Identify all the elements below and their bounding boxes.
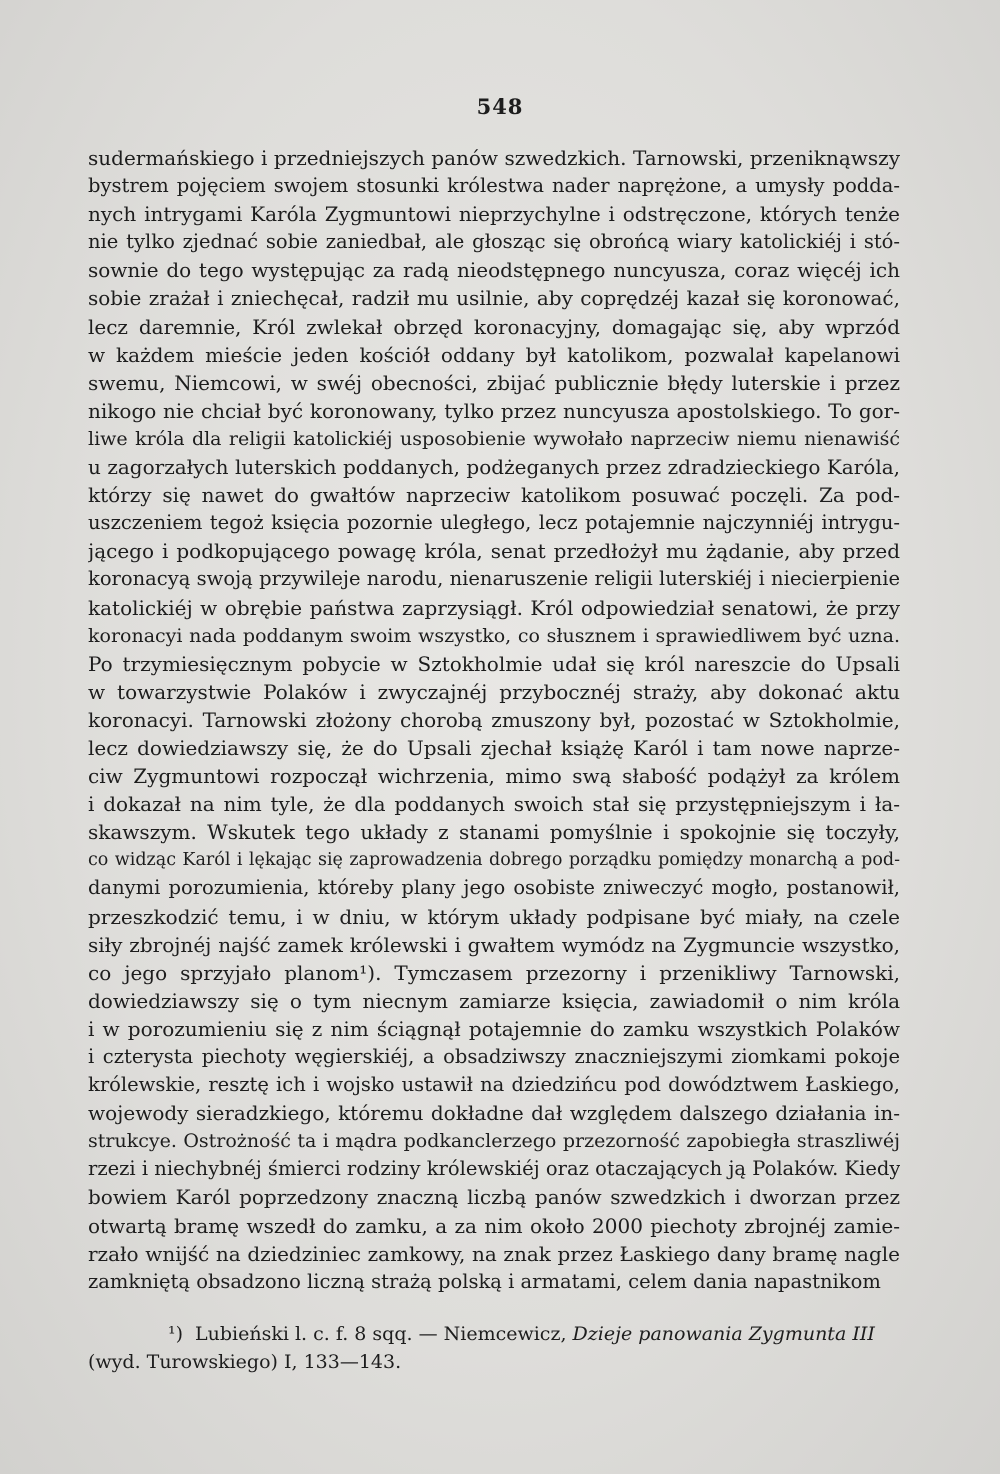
text-line: co jego sprzyjało planom¹). Tymczasem przezorny i przenikliwy Tarnowski, [88,960,900,985]
text-line: bystrem pojęciem swojem stosunki królestwa nader naprężone, a umysły podda- [88,174,900,198]
text-line: sobie zrażał i zniechęcał, radził mu usilnie, aby coprędzéj kazał się koronować, [88,286,900,311]
text-line: nie tylko zjednać sobie zaniedbał, ale głosząc się obrońcą wiary katolickiéj i stó- [88,230,900,254]
footnote-book-title: Dzieje panowania Zygmunta III [572,1323,875,1345]
text-line: którzy się nawet do gwałtów naprzeciw katolikom posuwać poczęli. Za pod- [88,483,900,508]
text-line: liwe króla dla religii katolickiéj usposobienie wywołało naprzeciw niemu nienawiść [88,427,900,450]
text-line: i w porozumieniu się z nim ściągnął potajemnie do zamku wszystkich Polaków [88,1016,900,1041]
footnotes [88,1320,900,1376]
text-line: sudermańskiego i przedniejszych panów szwedzkich. Tarnowski, przeniknąwszy [88,146,900,170]
footnote-line-2: (wyd. Turowskiego) I, 133—143. [88,1351,402,1373]
text-line: nych intrygami Karóla Zygmuntowi nieprzychylne i odstręczone, których tenże [88,202,900,227]
text-line: katolickiéj w obrębie państwa zaprzysiągł. Król odpowiedział senatowi, że przy [88,595,900,620]
text-line: Po trzymiesięcznym pobycie w Sztokholmie udał się król nareszcie do Upsali [88,651,900,676]
text-line: koronacyi nada poddanym swoim wszystko, co słusznem i sprawiedliwem być uzna. [88,624,900,647]
text-line: bowiem Karól poprzedzony znaczną liczbą panów szwedzkich i dworzan przez [88,1185,900,1210]
text-line: koronacyi. Tarnowski złożony chorobą zmuszony był, pozostać w Sztokholmie, [88,707,900,732]
text-line: lecz dowiedziawszy się, że do Upsali zjechał książę Karól i tam nowe naprze- [88,735,900,760]
text-line: skawszym. Wskutek tego układy z stanami pomyślnie i spokojnie się toczyły, [88,820,900,845]
text-line: wojewody sieradzkiego, któremu dokładne dał względem dalszego działania in- [88,1101,900,1126]
text-line: danymi porozumienia, któreby plany jego osobiste zniweczyć mogło, postanowił, [88,876,900,900]
text-line: w towarzystwie Polaków i zwyczajnéj przybocznéj straży, aby dokonać aktu [88,679,900,704]
text-line: rzało wnijść na dziedziniec zamkowy, na znak przez Łaskiego dany bramę nagle [88,1241,900,1266]
text-line: i dokazał na nim tyle, że dla poddanych swoich stał się przystępniejszym i ła- [88,792,900,817]
text-line: swemu, Niemcowi, w swéj obecności, zbijać publicznie błędy luterskie i przez [88,370,900,395]
page-number: 548 [476,94,524,119]
text-line: lecz daremnie, Król zwlekał obrzęd koronacyjny, domagając się, aby wprzód [88,314,900,339]
text-line: dowiedziawszy się o tym niecnym zamiarze księcia, zawiadomił o nim króla [88,988,900,1013]
text-line: zamkniętą obsadzono liczną strażą polską i armatami, celem dania napastnikom [88,1269,881,1293]
text-line: koronacyą swoją przywileje narodu, nienaruszenie religii luterskiéj i niecierpienie [88,567,900,591]
text-line: strukcye. Ostrożność ta i mądra podkanclerzego przezorność zapobiegła straszliwéj [88,1130,900,1153]
text-line: otwartą bramę wszedł do zamku, a za nim około 2000 piechoty zbrojnéj zamie- [88,1213,900,1238]
text-line: rzezi i niechybnéj śmierci rodziny królewskiéj oraz otaczających ją Polaków. Kiedy [88,1157,900,1181]
text-line: co widząc Karól i lękając się zaprowadzenia dobrego porządku pomiędzy monarchą a pod- [88,850,900,871]
footnote-line-1 [88,1320,900,1348]
text-line: ciw Zygmuntowi rozpoczął wichrzenia, mimo swą słabość podążył za królem [88,764,900,789]
text-line: siły zbrojnéj najść zamek królewski i gwałtem wymódz na Zygmuncie wszystko, [88,932,900,957]
text-line: przeszkodzić temu, i w dniu, w którym układy podpisane być miały, na czele [88,904,900,929]
body-text [88,144,900,1296]
text-line: w każdem mieście jeden kościół oddany był katolikom, pozwalał kapelanowi [88,342,900,367]
text-line: uszczeniem tegoż księcia pozornie uległego, lecz potajemnie najczynniéj intrygu- [88,511,900,535]
text-line: nikogo nie chciał być koronowany, tylko przez nuncyusza apostolskiego. To gor- [88,398,900,423]
footnote-marker: ¹) [168,1323,184,1345]
text-line: u zagorzałych luterskich poddanych, podżeganych przez zdradzieckiego Karóla, [88,455,900,480]
text-line: sownie do tego występując za radą nieodstępnego nuncyusza, coraz więcéj ich [88,258,900,283]
text-line: i czterysta piechoty węgierskiéj, a obsadziwszy znaczniejszymi ziomkami pokoje [88,1045,900,1068]
footnote-citation: Lubieński l. c. f. 8 sqq. — Niemcewicz, [195,1323,573,1345]
text-line: jącego i podkopującego powagę króla, senat przedłożył mu żądanie, aby przed [88,539,900,564]
text-line: królewskie, resztę ich i wojsko ustawił na dziedzińcu pod dowództwem Łaskiego, [88,1073,900,1097]
